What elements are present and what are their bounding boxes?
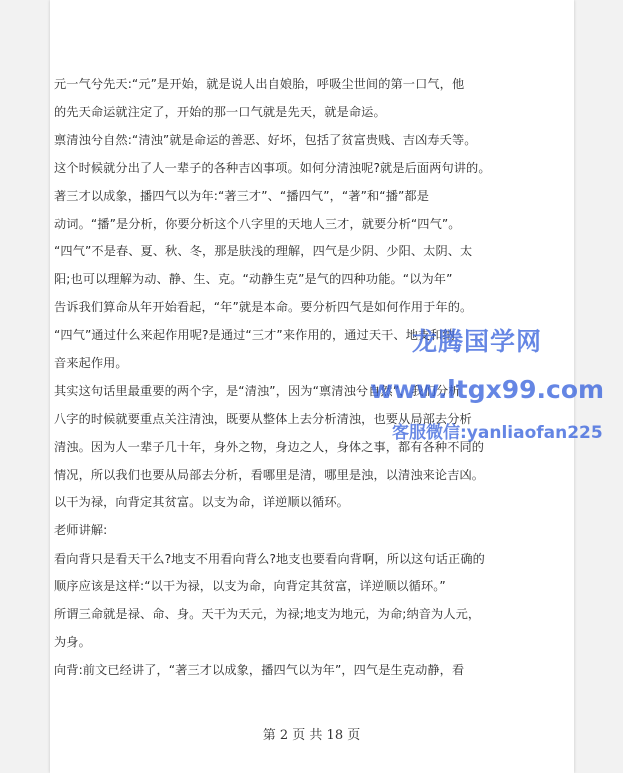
text-line: 情况，所以我们也要从局部去分析，看哪里是清，哪里是浊，以清浊来论吉凶。: [54, 468, 485, 482]
text-line: 阳;也可以理解为动、静、生、克。“动静生克”是气的四种功能。“以为年”: [54, 272, 453, 286]
text-line: 这个时候就分出了人一辈子的各种吉凶事项。如何分清浊呢?就是后面两句讲的。: [54, 161, 491, 175]
text-line: 所谓三命就是禄、命、身。天干为天元，为禄;地支为地元，为命;纳音为人元，: [54, 607, 481, 621]
text-line: 告诉我们算命从年开始看起，“年”就是本命。要分析四气是如何作用于年的。: [54, 300, 473, 314]
text-line: 八字的时候就要重点关注清浊，既要从整体上去分析清浊，也要从局部去分析: [54, 412, 472, 426]
watermark-contact: 客服微信:yanliaofan225: [392, 423, 603, 443]
watermark-url: www.ltgx99.com: [370, 375, 605, 404]
watermark-title: 龙腾国学网: [412, 327, 543, 356]
text-line: 动词。“播”是分析，你要分析这个八字里的天地人三才，就要分析“四气”。: [54, 217, 461, 231]
text-line: 元一气兮先天:“元”是开始，就是说人出自娘胎，呼吸尘世间的第一口气，他: [54, 77, 465, 91]
text-line: 向背:前文已经讲了，“著三才以成象，播四气以为年”，四气是生克动静，看: [54, 663, 465, 677]
text-line: 老师讲解:: [54, 523, 108, 537]
text-line: 著三才以成象，播四气以为年:“著三才”、“播四气”，“著”和“播”都是: [54, 189, 429, 203]
text-line: “四气”不是春、夏、秋、冬，那是肤浅的理解，四气是少阴、少阳、太阴、太: [54, 244, 473, 258]
text-line: 的先天命运就注定了，开始的那一口气就是先天，就是命运。: [54, 105, 386, 119]
page-number: 第 2 页 共 18 页: [262, 728, 361, 743]
text-line: “四气”通过什么来起作用呢?是通过“三才”来作用的，通过天干、地支和纳: [54, 328, 455, 342]
text-line: 顺序应该是这样:“以干为禄，以支为命，向背定其贫富，详逆顺以循环。”: [54, 579, 446, 593]
text-line: 为身。: [54, 635, 91, 649]
text-line: 看向背只是看天干么?地支不用看向背么?地支也要看向背啊，所以这句话正确的: [54, 552, 485, 566]
text-line: 音来起作用。: [54, 356, 128, 370]
text-line: 禀清浊兮自然:“清浊”就是命运的善恶、好坏，包括了贫富贵贱、吉凶寿夭等。: [54, 133, 477, 147]
text-line: 清浊。因为人一辈子几十年，身外之物，身边之人，身体之事，都有各种不同的: [54, 440, 485, 454]
text-line: 其实这句话里最重要的两个字，是“清浊”，因为“禀清浊兮自然”，我们分析: [54, 384, 461, 398]
text-line: 以干为禄，向背定其贫富。以支为命，详逆顺以循环。: [54, 495, 349, 509]
